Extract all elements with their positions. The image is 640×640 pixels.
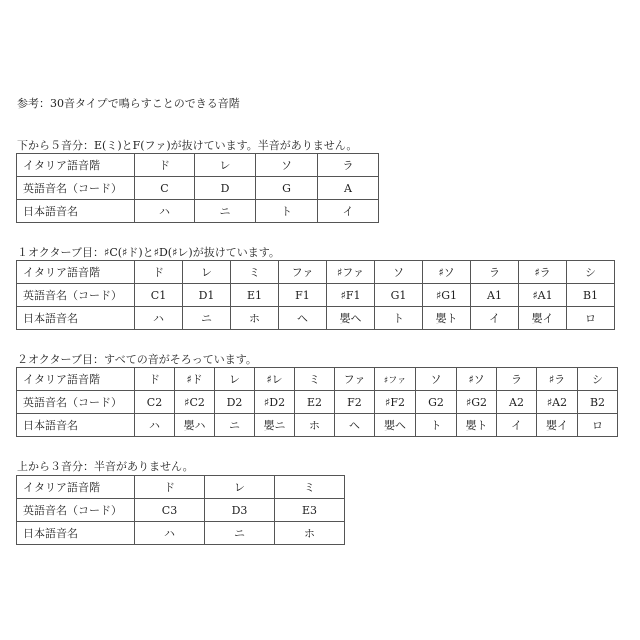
scale-table-octave-1: [16, 260, 615, 330]
note-cell: C3: [135, 499, 205, 522]
row-label: 日本語音名: [17, 200, 135, 223]
note-cell: G1: [375, 284, 423, 307]
note-cell: D2: [215, 391, 255, 414]
note-cell: ♯ド: [175, 368, 215, 391]
note-cell: ニ: [215, 414, 255, 437]
note-cell: ハ: [135, 200, 195, 223]
note-cell: ♯C2: [175, 391, 215, 414]
note-cell: ファ: [279, 261, 327, 284]
note-cell: ♯ファ: [327, 261, 375, 284]
note-cell: C: [135, 177, 195, 200]
note-cell: ♯ソ: [423, 261, 471, 284]
row-label: 英語音名（コード）: [17, 391, 135, 414]
note-cell: G: [256, 177, 318, 200]
note-cell: C1: [135, 284, 183, 307]
row-label: 日本語音名: [17, 414, 135, 437]
japanese-name-row: [17, 522, 345, 545]
note-cell: 嬰ニ: [255, 414, 295, 437]
row-label: 英語音名（コード）: [17, 284, 135, 307]
note-cell: A: [318, 177, 379, 200]
note-cell: ロ: [578, 414, 618, 437]
scale-table-lower-five: [16, 153, 379, 223]
note-cell: ド: [135, 154, 195, 177]
note-cell: シ: [567, 261, 615, 284]
row-label: 英語音名（コード）: [17, 499, 135, 522]
note-cell: ニ: [205, 522, 275, 545]
note-cell: D1: [183, 284, 231, 307]
note-cell: ラ: [471, 261, 519, 284]
note-cell: ハ: [135, 307, 183, 330]
italian-scale-row: [17, 368, 618, 391]
note-cell: ラ: [318, 154, 379, 177]
note-cell: ヘ: [335, 414, 375, 437]
note-cell: ニ: [183, 307, 231, 330]
note-cell: ソ: [256, 154, 318, 177]
note-cell: ホ: [275, 522, 345, 545]
note-cell: ♯F2: [375, 391, 416, 414]
note-cell: ソ: [416, 368, 457, 391]
section2-heading: １オクターブ目：♯C(♯ド)と♯D(♯レ)が抜けています。: [17, 246, 280, 259]
row-label: イタリア語音階: [17, 154, 135, 177]
note-cell: ♯ファ: [375, 368, 416, 391]
note-cell: 嬰ト: [457, 414, 497, 437]
note-cell: A2: [497, 391, 537, 414]
note-cell: ♯A2: [537, 391, 578, 414]
note-cell: B2: [578, 391, 618, 414]
note-cell: ♯ソ: [457, 368, 497, 391]
note-cell: 嬰ハ: [175, 414, 215, 437]
note-cell: イ: [497, 414, 537, 437]
note-cell: ソ: [375, 261, 423, 284]
italian-scale-row: [17, 476, 345, 499]
note-cell: ♯F1: [327, 284, 375, 307]
note-cell: C2: [135, 391, 175, 414]
japanese-name-row: [17, 414, 618, 437]
note-cell: ト: [375, 307, 423, 330]
note-cell: G2: [416, 391, 457, 414]
note-cell: D: [195, 177, 256, 200]
english-name-row: [17, 177, 379, 200]
italian-scale-row: [17, 261, 615, 284]
note-cell: レ: [195, 154, 256, 177]
note-cell: ヘ: [279, 307, 327, 330]
note-cell: B1: [567, 284, 615, 307]
note-cell: ♯G1: [423, 284, 471, 307]
note-cell: F1: [279, 284, 327, 307]
note-cell: 嬰ヘ: [327, 307, 375, 330]
section3-heading: ２オクターブ目：すべての音がそろっています。: [17, 353, 257, 366]
note-cell: レ: [215, 368, 255, 391]
note-cell: 嬰イ: [537, 414, 578, 437]
note-cell: イ: [318, 200, 379, 223]
note-cell: ミ: [275, 476, 345, 499]
note-cell: ハ: [135, 414, 175, 437]
japanese-name-row: [17, 307, 615, 330]
note-cell: ド: [135, 476, 205, 499]
japanese-name-row: [17, 200, 379, 223]
note-cell: ♯D2: [255, 391, 295, 414]
row-label: イタリア語音階: [17, 368, 135, 391]
note-cell: E3: [275, 499, 345, 522]
scale-table-upper-three: [16, 475, 345, 545]
note-cell: ♯A1: [519, 284, 567, 307]
note-cell: ミ: [231, 261, 279, 284]
note-cell: ファ: [335, 368, 375, 391]
note-cell: 嬰ヘ: [375, 414, 416, 437]
reference-title: 参考：30音タイプで鳴らすことのできる音階: [17, 97, 240, 110]
note-cell: レ: [205, 476, 275, 499]
note-cell: イ: [471, 307, 519, 330]
row-label: 英語音名（コード）: [17, 177, 135, 200]
row-label: イタリア語音階: [17, 261, 135, 284]
english-name-row: [17, 499, 345, 522]
note-cell: ♯G2: [457, 391, 497, 414]
note-cell: シ: [578, 368, 618, 391]
note-cell: A1: [471, 284, 519, 307]
note-cell: ト: [416, 414, 457, 437]
note-cell: ロ: [567, 307, 615, 330]
note-cell: ホ: [231, 307, 279, 330]
row-label: 日本語音名: [17, 307, 135, 330]
note-cell: ハ: [135, 522, 205, 545]
english-name-row: [17, 391, 618, 414]
note-cell: 嬰イ: [519, 307, 567, 330]
note-cell: ド: [135, 261, 183, 284]
note-cell: D3: [205, 499, 275, 522]
note-cell: E2: [295, 391, 335, 414]
note-cell: ラ: [497, 368, 537, 391]
note-cell: ♯レ: [255, 368, 295, 391]
italian-scale-row: [17, 154, 379, 177]
note-cell: 嬰ト: [423, 307, 471, 330]
note-cell: ニ: [195, 200, 256, 223]
note-cell: ♯ラ: [537, 368, 578, 391]
section1-heading: 下から５音分：E(ミ)とF(ファ)が抜けています。半音がありません。: [17, 139, 358, 152]
scale-table-octave-2: [16, 367, 618, 437]
note-cell: レ: [183, 261, 231, 284]
row-label: イタリア語音階: [17, 476, 135, 499]
note-cell: F2: [335, 391, 375, 414]
note-cell: ド: [135, 368, 175, 391]
note-cell: E1: [231, 284, 279, 307]
note-cell: ト: [256, 200, 318, 223]
note-cell: ホ: [295, 414, 335, 437]
note-cell: ミ: [295, 368, 335, 391]
section4-heading: 上から３音分：半音がありません。: [17, 460, 194, 473]
note-cell: ♯ラ: [519, 261, 567, 284]
english-name-row: [17, 284, 615, 307]
row-label: 日本語音名: [17, 522, 135, 545]
